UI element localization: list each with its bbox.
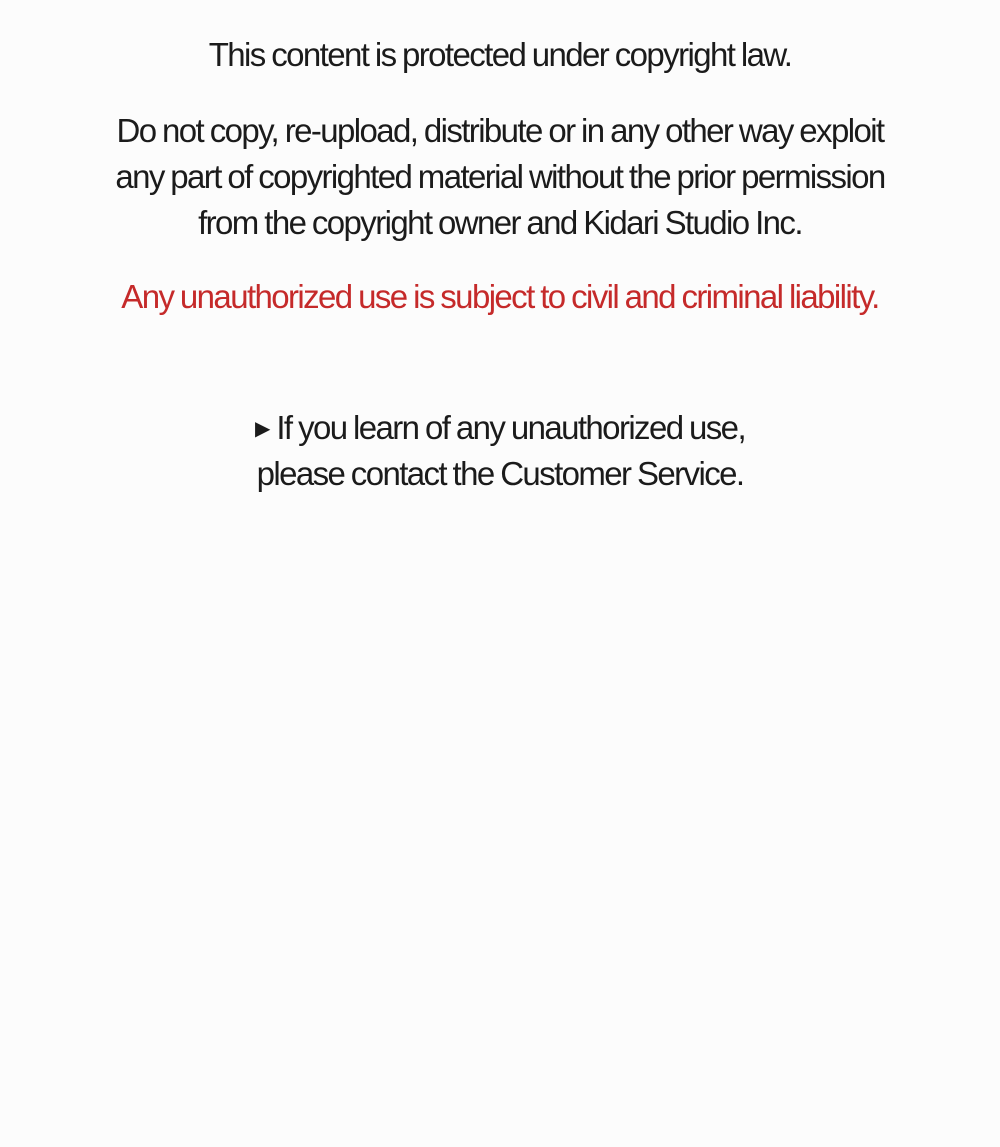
restriction-line: from the copyright owner and Kidari Studio Inc. — [198, 204, 802, 241]
contact-line-second: please contact the Customer Service. — [256, 455, 744, 492]
restriction-paragraph — [0, 108, 1000, 246]
restriction-line: any part of copyrighted material without the prior permission — [115, 158, 885, 195]
contact-notice — [0, 405, 1000, 497]
copyright-heading-text: This content is protected under copyright law. — [208, 36, 792, 73]
triangle-right-icon: ▶ — [254, 418, 271, 440]
liability-warning — [0, 274, 1000, 320]
liability-warning-text: Any unauthorized use is subject to civil and criminal liability. — [121, 278, 879, 315]
contact-line-first — [0, 405, 1000, 451]
restriction-line: Do not copy, re-upload, distribute or in any other way exploit — [116, 112, 884, 149]
copyright-heading — [0, 32, 1000, 78]
contact-line-text: If you learn of any unauthorized use, — [276, 409, 746, 446]
